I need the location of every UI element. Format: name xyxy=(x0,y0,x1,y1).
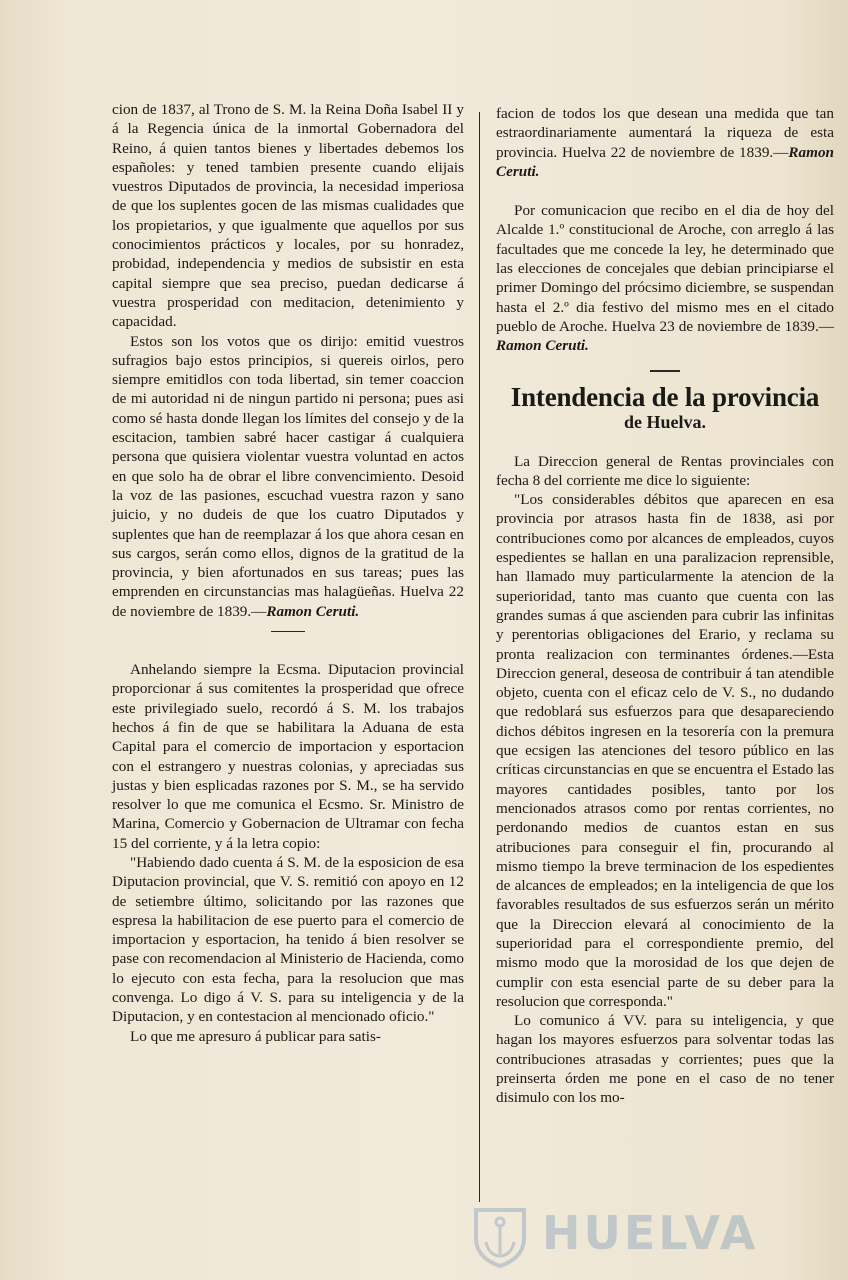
paragraph-publish: Lo que me apresuro á publicar para satis- xyxy=(130,1027,381,1045)
paragraph-royal-order-quote: "Habiendo dado cuenta á S. M. de la esposicion de esa Diputacion provincial, que V. S. remitió con apoyo en 12 de setiembre último, solicitando por las razones que espresa la habilitacion de ese puerto para el comercio de importacion y esportacion, ha tenido á bien resolver se pase con recomendacion al Ministerio de Hacienda, como lo ejecuto con esta fecha, para la resolucion que mas convenga. Lo digo á V. S. para su inteligencia y de la Diputacion, y en contestacion al mencionado oficio." xyxy=(112,853,464,1026)
paragraph-votes-text: Estos son los votos que os dirijo: emitid vuestros sufragios bajo estos principios, si quereis oirlos, pero siempre emitidlos con toda libertad, sin temer coaccion de mi autoridad ni de ningun partido ni persona; pues asi como sé hasta donde llegan los límites del consejo y de la escitacion, tambien sabré hacer castigar á cualquiera persona que quisiera violentar vuestra voluntad en actos en que solo ha de obrar el libre convencimiento. Desoid la voz de las pasiones, escuchad vuestra razon y sano juicio, y no dudeis de que los cuatro Diputados y suplentes que han de reemplazar á los que ahora cesan en sus cargos, serán como ellos, dignos de la gratitud de la provincia, y bien afortunados en sus tareas; pues las emprenden en circunstancias mas halagüeñas. Huelva 22 de noviembre de 1839.— xyxy=(112,332,464,620)
section-heading: Intendencia de la provincia xyxy=(510,381,820,412)
paragraph-continuation-text: facion de todos los que desean una medida que tan estraordinariamente aumentará la riqueza de esta provincia. Huelva 22 de noviembre de 1839.— xyxy=(496,105,834,161)
paragraph-elections-appeal: cion de 1837, al Trono de S. M. la Reina Doña Isabel II y á la Regencia única de la inmortal Gobernadora del Reino, á quien tantos bienes y libertades debemos los españoles: y tened tambien presente cuando elijais vuestros Diputados de provincia, la necesidad imperiosa de que los suplentes gocen de las mismas cualidades que los propietarios, y que igualmente que aquellos por sus conocimientos prácticos y locales, por su honradez, probidad, independencia y medios de subsistir en esta capital siempre que sea preciso, puedan dedicarse á vuestra prosperidad con meditacion, detenimiento y capacidad. xyxy=(112,101,464,331)
signature: Ramon Ceruti. xyxy=(266,602,360,620)
archive-watermark xyxy=(462,1204,822,1270)
section-divider xyxy=(271,631,305,632)
watermark-text: HUELVA xyxy=(542,1206,759,1260)
signature: Ramon Ceruti. xyxy=(496,337,589,355)
column-divider xyxy=(479,112,480,1202)
section-subheading: de Huelva. xyxy=(623,411,706,432)
paragraph-continuation xyxy=(496,104,834,181)
left-column xyxy=(112,100,464,1046)
anchor-shield-icon xyxy=(468,1204,532,1268)
paragraph-aduana: Anhelando siempre la Ecsma. Diputacion provincial proporcionar á sus comitentes la prosperidad que ofrece este privilegiado suelo, recordó á S. M. los trabajos hechos á fin de que se habilitara la Aduana de esta Capital para el comercio de importacion y esportacion con el estrangero y nuestras colonias, y apreciadas sus justas y bien esplicadas razones por S. M., se ha servido resolver lo que me comunica el Ecsmo. Sr. Ministro de Marina, Comercio y Gobernacion de Ultramar con fecha 15 del corriente, y á la letra copio: xyxy=(112,661,464,852)
spacer xyxy=(496,181,834,201)
paragraph-comunico: Lo comunico á VV. para su inteligencia, y que hagan los mayores esfuerzos para solventar todas las contribuciones atrasadas y corrientes; pues que la preinserta órden me pone en el caso de no tener disimulo con los mo- xyxy=(496,1012,834,1107)
signature: Ramon Ceruti. xyxy=(496,143,834,180)
paragraph-aroche xyxy=(496,201,834,355)
paragraph-direccion: La Direccion general de Rentas provinciales con fecha 8 del corriente me dice lo siguiente: xyxy=(496,452,834,489)
paragraph-aroche-text: Por comunicacion que recibo en el dia de hoy del Alcalde 1.º constitucional de Aroche, con arreglo á las facultades que me concede la ley, he determinado que las elecciones de concejales que debian principiarse el primer Domingo del prócsimo diciembre, se suspendan hasta el 2.º dia festivo del mismo mes en el citado pueblo de Aroche. Huelva 23 de noviembre de 1839.— xyxy=(496,202,834,335)
paragraph-debitos-quote: "Los considerables débitos que aparecen en esa provincia por atrasos hasta fin de 1838, asi por contribuciones como por alcances de empleados, cuyos espedientes se hallan en una paralizacion reprensible, han llamado muy particularmente la atencion de la superioridad, tanto mas cuanto que cuenta con las grandes sumas á que ascienden para cubrir las infinitas y perentorias obligaciones del Erario, y reclama su pronta realizacion con terminantes órdenes.—Esta Direccion general, deseosa de contribuir á tan atendible objeto, cuenta con el eficaz celo de V. S., no dudando que redoblará sus esfuerzos para que desapareciendo dichos débitos ingresen en la tesorería con la premura que ecsigen las atenciones del tesoro público en las críticas circunstancias en que se encuentra el Estado las mayores cantidades posibles, tanto por los mencionados atrasos como por rentas corrientes, no perdonando medios de cuantos estan en sus atribuciones para conseguir el fin, procurando al mismo tiempo la breve terminacion de los espedientes de alcances de empleados; en la inteligencia de que los favorables resultados de sus esfuerzos serán un mérito que la Direccion elevará al conocimiento de la superioridad para el correspondiente premio, del mismo modo que la morosidad de los que dejen de cumplir con esta esencial parte de su deber para la resolucion que corresponda." xyxy=(496,491,834,1010)
section-divider xyxy=(650,370,680,372)
paragraph-votes xyxy=(112,332,464,621)
right-column xyxy=(496,104,834,1108)
